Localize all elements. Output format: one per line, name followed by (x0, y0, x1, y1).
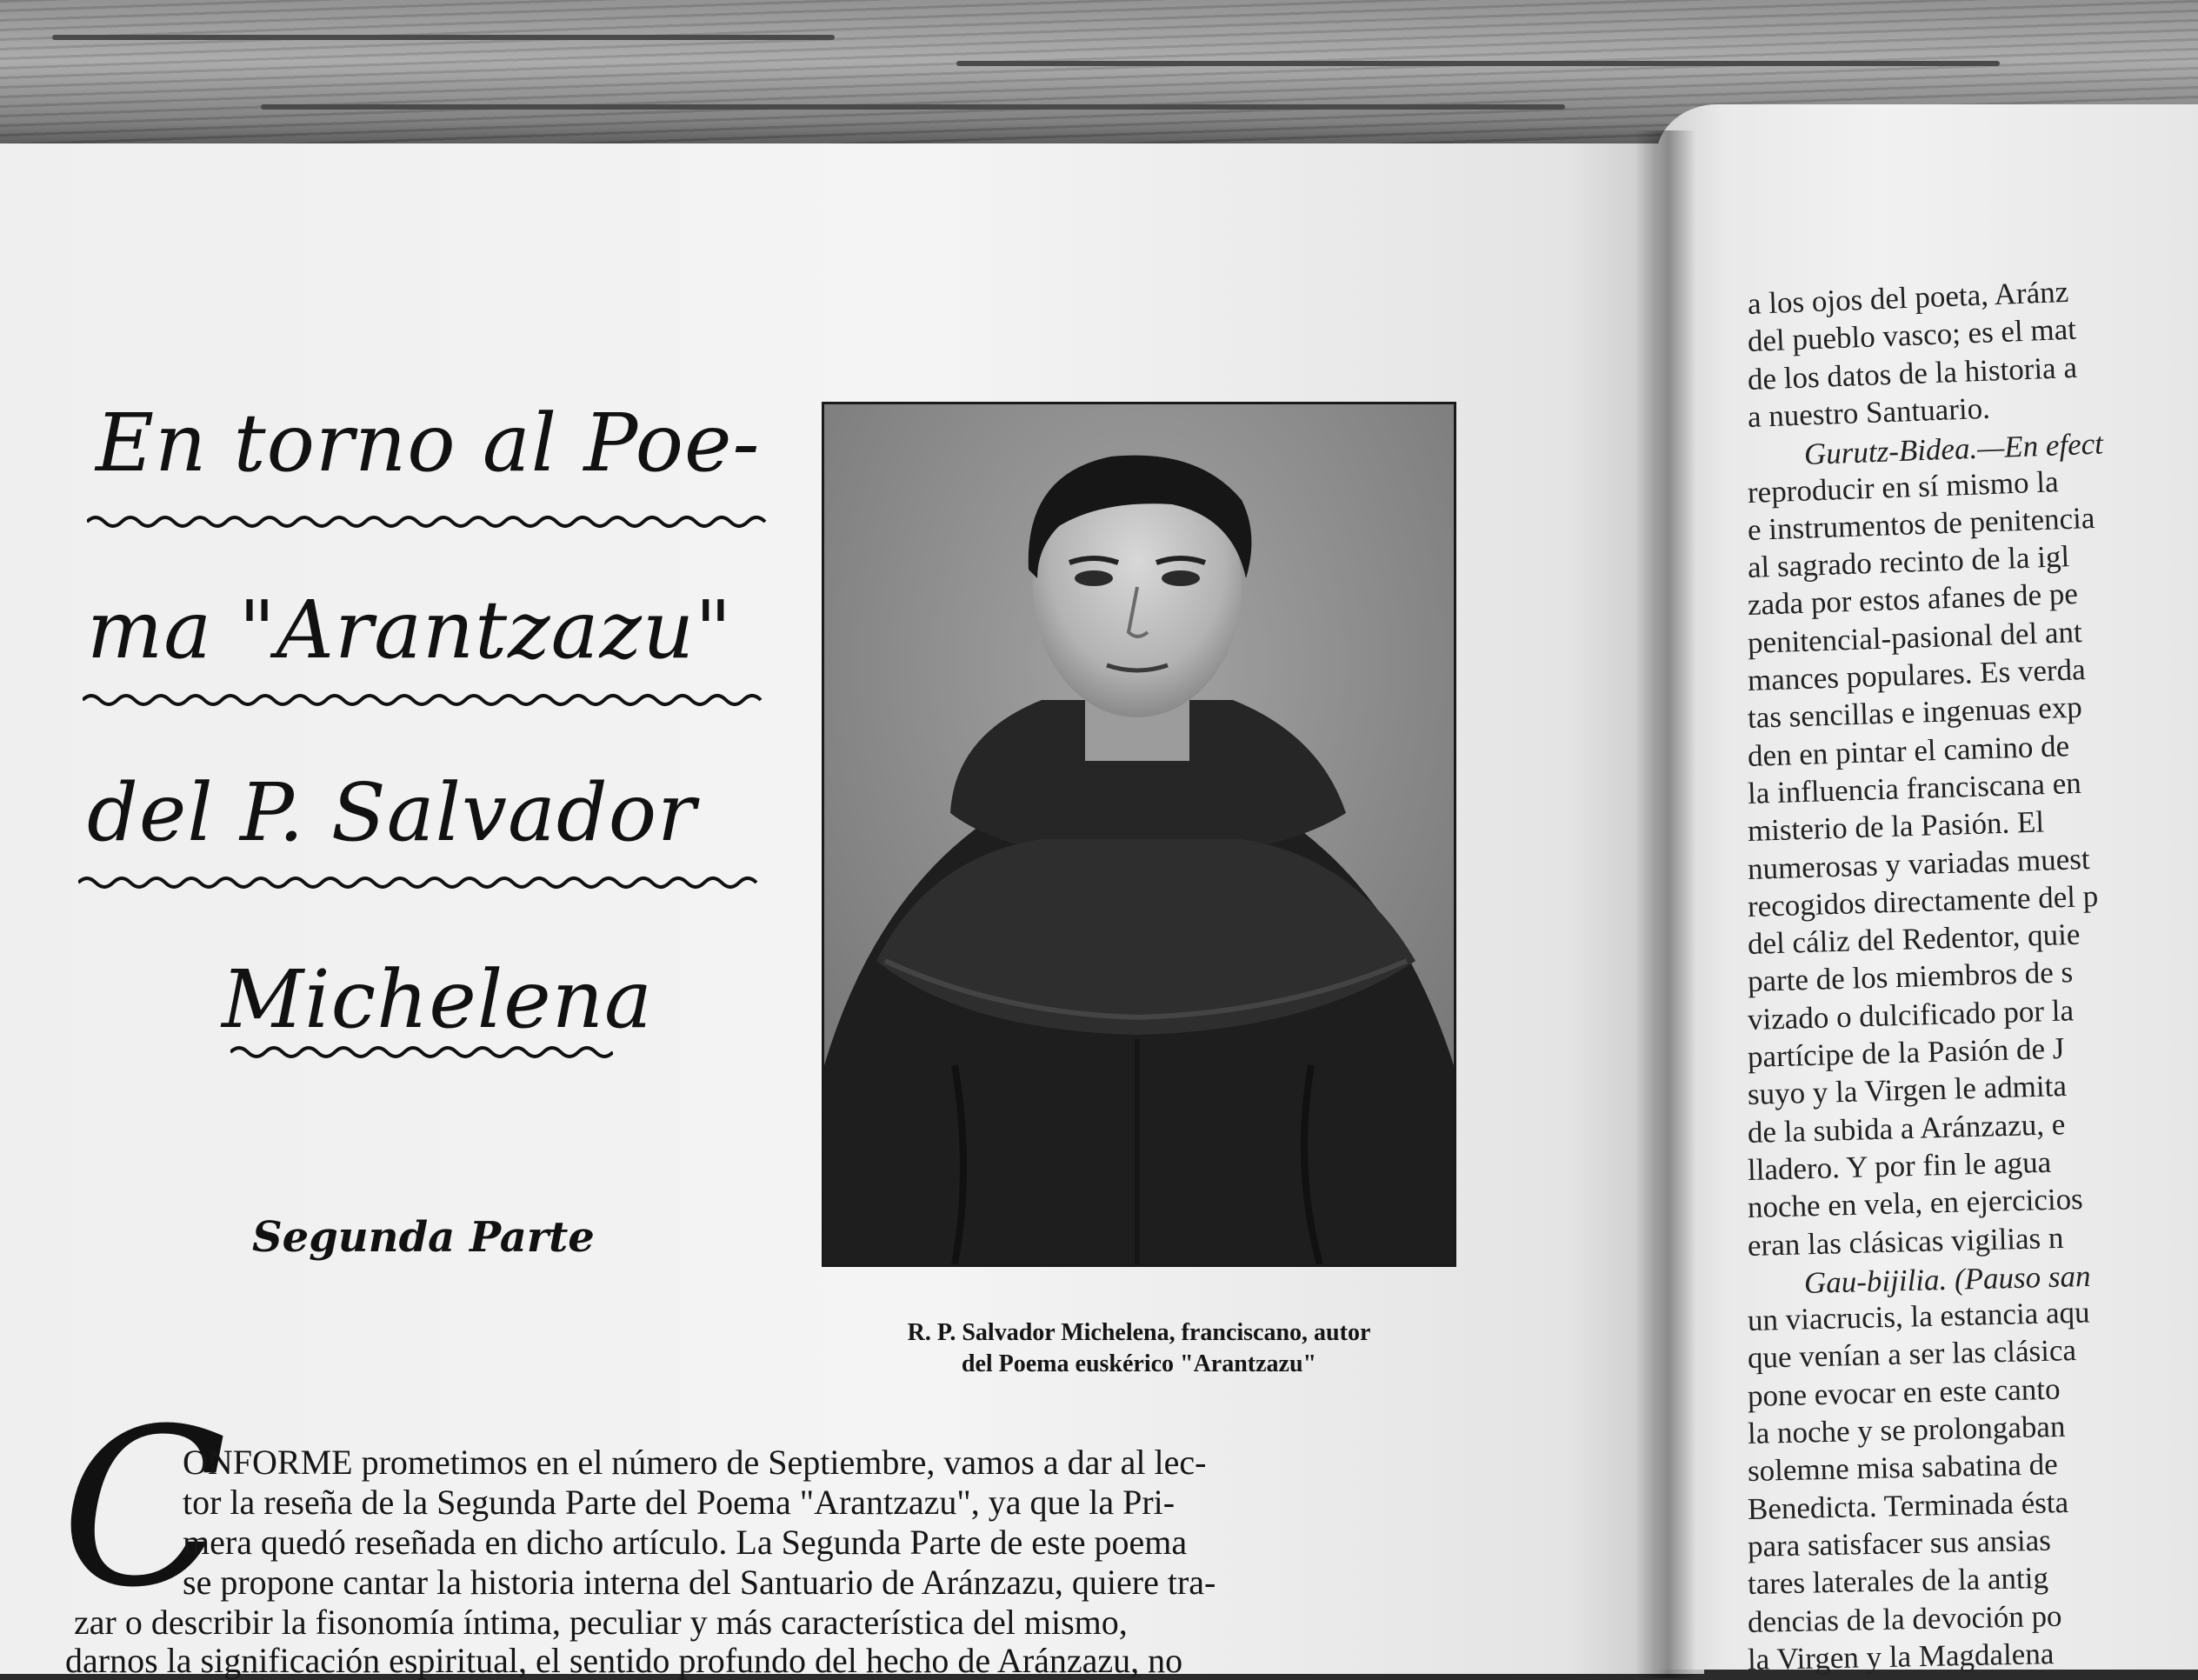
body-line: se propone cantar la historia interna del Santuario de Aránzazu, quiere tra- (183, 1563, 1216, 1602)
right-column-line: lladero. Y por fin le agua (1747, 1144, 2052, 1187)
right-column-line: parte de los miembros de s (1747, 955, 2074, 999)
wavy-rule (230, 1043, 613, 1061)
right-column-line: misterio de la Pasión. El (1747, 804, 2045, 849)
body-line: darnos la significación espiritual, el sentido profundo del hecho de Aránzazu, no (65, 1641, 1183, 1680)
right-column-line: para satisfacer sus ansias (1747, 1523, 2052, 1563)
right-column-line: mances populares. Es verda (1747, 652, 2087, 697)
title-line-1: En torno al Poe- (96, 397, 761, 490)
right-column-line: e instrumentos de penitencia (1747, 500, 2095, 547)
body-line: zar o describir la fisonomía íntima, peculiar y más característica del mismo, (74, 1603, 1128, 1642)
right-column-line: Gau-bijilia. (Pauso san (1803, 1258, 2091, 1300)
right-column-line: tas sencillas e ingenuas exp (1747, 690, 2083, 736)
wood-grain (956, 61, 2000, 66)
right-column-line: de los datos de la historia a (1747, 350, 2078, 397)
right-column-line: eran las clásicas vigilias n (1747, 1220, 2064, 1263)
subtitle: Segunda Parte (252, 1213, 595, 1262)
book-gutter (1635, 130, 1695, 1678)
wood-grain (52, 35, 835, 40)
wavy-rule (87, 513, 774, 530)
right-column-line: numerosas y variadas muest (1747, 841, 2091, 886)
right-column-line: partícipe de la Pasión de J (1747, 1030, 2065, 1074)
right-column-line: a los ojos del poeta, Aránz (1747, 274, 2069, 321)
right-column-line: la noche y se prolongaban (1747, 1409, 2066, 1450)
right-column-line: vizado o dulcificado por la (1747, 993, 2075, 1037)
right-column-line: la Virgen y la Magdalena (1747, 1636, 2055, 1677)
right-column-line: noche en vela, en ejercicios (1747, 1182, 2084, 1225)
right-column-line: reproducir en sí mismo la (1747, 463, 2060, 510)
right-column-line: del cáliz del Redentor, quie (1747, 917, 2081, 962)
body-line: tor la reseña de la Segunda Parte del Poema "Arantzazu", ya que la Pri- (183, 1483, 1176, 1522)
right-column-line: un viacrucis, la estancia aqu (1747, 1295, 2090, 1338)
right-column-line: suyo y la Virgen le admita (1747, 1069, 2068, 1112)
right-column-line: de la subida a Aránzazu, e (1747, 1106, 2066, 1150)
right-column-line: que venían a ser las clásica (1747, 1333, 2077, 1376)
caption-line-1: R. P. Salvador Michelena, franciscano, autor (907, 1319, 1371, 1346)
photo-caption (822, 1317, 1456, 1380)
right-column-line: dencias de la devoción po (1747, 1598, 2062, 1639)
title-line-4: Michelena (222, 953, 653, 1046)
right-column-line: penitencial-pasional del ant (1747, 614, 2083, 660)
friar-portrait-image (824, 404, 1454, 1264)
right-column-line: la influencia franciscana en (1747, 765, 2082, 810)
wavy-rule (83, 691, 769, 709)
wavy-rule (78, 874, 765, 891)
right-column-line: tares laterales de la antig (1747, 1561, 2049, 1602)
right-column-line: a nuestro Santuario. (1747, 390, 1991, 434)
drop-cap: C (61, 1382, 228, 1635)
right-column-line: Benedicta. Terminada ésta (1747, 1484, 2069, 1526)
right-column-line: recogidos directamente del p (1747, 878, 2099, 923)
body-line: mera quedó reseñada en dicho artículo. La Segunda Parte de este poema (183, 1523, 1188, 1562)
right-column-line: solemne misa sabatina de (1747, 1447, 2059, 1489)
right-column-line: den en pintar el camino de (1747, 728, 2070, 773)
portrait-photo (822, 402, 1456, 1267)
body-line: ONFORME prometimos en el número de Septiembre, vamos a dar al lec- (183, 1443, 1207, 1482)
right-column-line: zada por estos afanes de pe (1747, 577, 2079, 623)
right-column-line: al sagrado recinto de la igl (1747, 539, 2070, 585)
right-column-line: del pueblo vasco; es el mat (1747, 311, 2077, 359)
title-line-2: ma "Arantzazu" (87, 583, 733, 677)
title-line-3: del P. Salvador (87, 766, 697, 859)
wood-grain (261, 104, 1565, 110)
caption-line-2: del Poema euskérico "Arantzazu" (961, 1350, 1317, 1377)
right-column-line: Gurutz-Bidea.—En efect (1803, 426, 2104, 472)
right-column-line: pone evocar en este canto (1747, 1371, 2061, 1413)
